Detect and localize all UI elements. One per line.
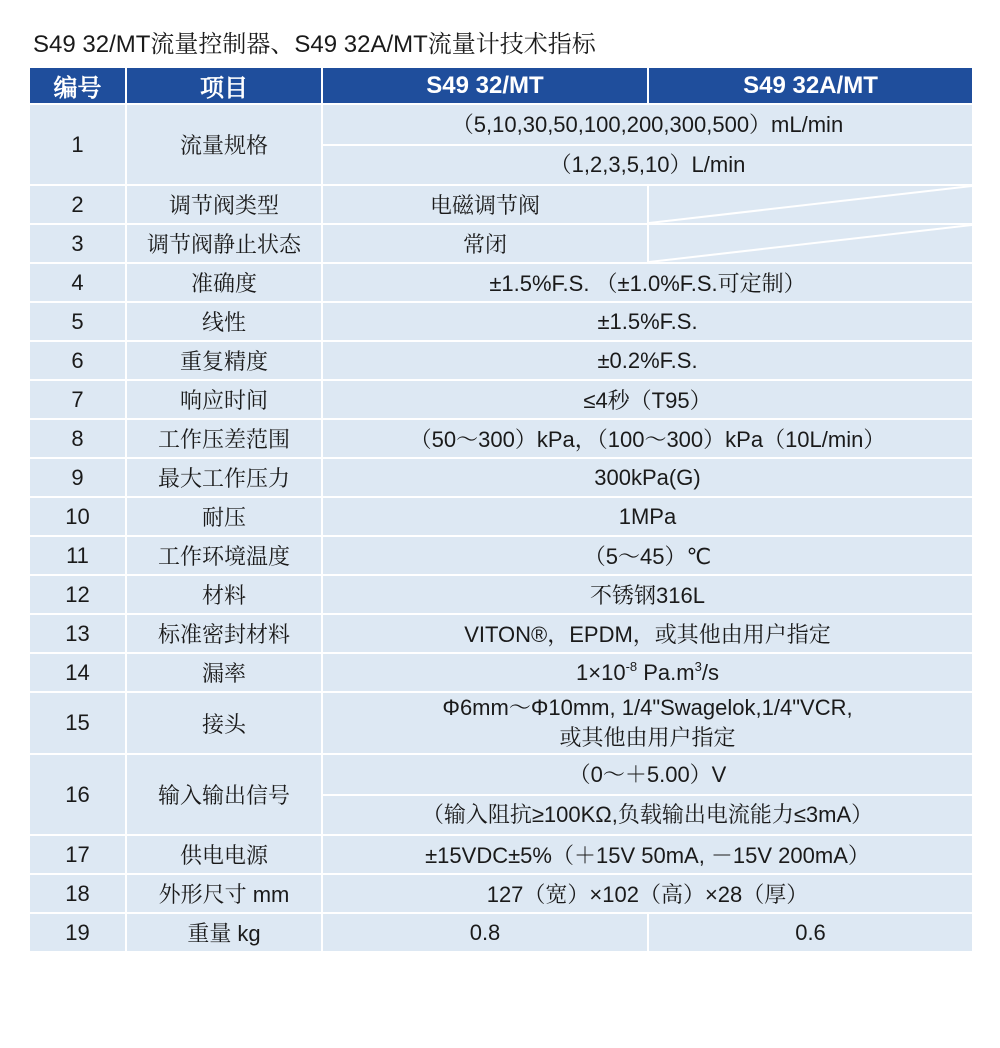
row-item: 材料 [126,575,322,614]
row-num: 16 [29,754,126,835]
row-value: ±1.5%F.S. （±1.0%F.S.可定制） [322,263,973,302]
row-value: 300kPa(G) [322,458,973,497]
row-value: 1MPa [322,497,973,536]
row-item: 接头 [126,692,322,754]
table-row [29,653,973,692]
row-value: （5～45）℃ [322,536,973,575]
table-row [29,913,973,952]
row-value-model-b-na [648,185,973,224]
row-num: 13 [29,614,126,653]
row-value-line: 或其他由用户指定 [559,725,736,750]
row-item: 响应时间 [126,380,322,419]
row-item: 供电电源 [126,835,322,874]
row-item: 调节阀类型 [126,185,322,224]
header-model-b: S49 32A/MT [648,67,973,104]
table-row [29,614,973,653]
row-num: 6 [29,341,126,380]
row-item: 线性 [126,302,322,341]
table-row [29,224,973,263]
row-item: 调节阀静止状态 [126,224,322,263]
row-num: 4 [29,263,126,302]
row-value-line: （5,10,30,50,100,200,300,500）mL/min [323,105,972,146]
row-item: 工作压差范围 [126,419,322,458]
row-value: ≤4秒（T95） [322,380,973,419]
row-item: 流量规格 [126,104,322,185]
row-num: 3 [29,224,126,263]
row-item: 准确度 [126,263,322,302]
row-num: 15 [29,692,126,754]
row-item: 工作环境温度 [126,536,322,575]
leak-rate-unit: Pa.m [637,659,695,685]
row-value-line: （0～＋5.00）V [323,755,972,796]
row-value: ±1.5%F.S. [322,302,973,341]
diagonal-line [649,186,972,223]
row-value [322,754,973,835]
table-row [29,874,973,913]
row-value: 不锈钢316L [322,575,973,614]
row-value-model-a: 0.8 [322,913,648,952]
row-value: ±0.2%F.S. [322,341,973,380]
leak-rate-base: 1×10 [576,659,626,685]
row-item: 重量 kg [126,913,322,952]
row-value-leak-rate [322,653,973,692]
header-num: 编号 [29,67,126,104]
row-item: 输入输出信号 [126,754,322,835]
table-row [29,754,973,835]
table-row [29,104,973,185]
table-row [29,575,973,614]
table-row [29,302,973,341]
row-num: 1 [29,104,126,185]
row-num: 10 [29,497,126,536]
row-num: 5 [29,302,126,341]
row-value: 127（宽）×102（高）×28（厚） [322,874,973,913]
row-value: （50～300）kPa，（100～300）kPa（10L/min） [322,419,973,458]
row-item: 耐压 [126,497,322,536]
header-item: 项目 [126,67,322,104]
row-value-line: （输入阻抗≥100KΩ,负载输出电流能力≤3mA） [421,802,874,827]
row-value-model-b: 0.6 [648,913,973,952]
table-row [29,341,973,380]
row-item: 标准密封材料 [126,614,322,653]
row-item: 最大工作压力 [126,458,322,497]
table-row [29,380,973,419]
row-num: 8 [29,419,126,458]
row-num: 14 [29,653,126,692]
row-num: 2 [29,185,126,224]
row-num: 7 [29,380,126,419]
row-item: 外形尺寸 mm [126,874,322,913]
row-value-model-a: 电磁调节阀 [322,185,648,224]
table-row [29,458,973,497]
row-num: 11 [29,536,126,575]
row-num: 17 [29,835,126,874]
row-num: 9 [29,458,126,497]
row-value-model-b-na [648,224,973,263]
spec-table [28,66,974,953]
row-item: 漏率 [126,653,322,692]
leak-rate-unit-exponent: 3 [694,658,702,674]
table-row [29,497,973,536]
table-row [29,263,973,302]
row-value: VITON®，EPDM，或其他由用户指定 [322,614,973,653]
row-value [322,692,973,754]
row-num: 19 [29,913,126,952]
row-value-line: （1,2,3,5,10）L/min [549,152,746,177]
header-model-a: S49 32/MT [322,67,648,104]
table-row [29,185,973,224]
table-row [29,835,973,874]
table-row [29,419,973,458]
row-value [322,104,973,185]
leak-rate-unit-suffix: /s [701,659,719,685]
row-num: 12 [29,575,126,614]
table-row [29,692,973,754]
table-row [29,536,973,575]
page-title: S49 32/MT流量控制器、S49 32A/MT流量计技术指标 [33,31,596,58]
row-item: 重复精度 [126,341,322,380]
leak-rate-exponent: -8 [625,658,638,674]
row-value: ±15VDC±5%（＋15V 50mA, －15V 200mA） [322,835,973,874]
row-num: 18 [29,874,126,913]
row-value-model-a: 常闭 [322,224,648,263]
table-header-row [29,67,973,104]
row-value-line: Φ6mm～Φ10mm, 1/4"Swagelok,1/4"VCR, [442,695,853,720]
diagonal-line [649,225,972,262]
